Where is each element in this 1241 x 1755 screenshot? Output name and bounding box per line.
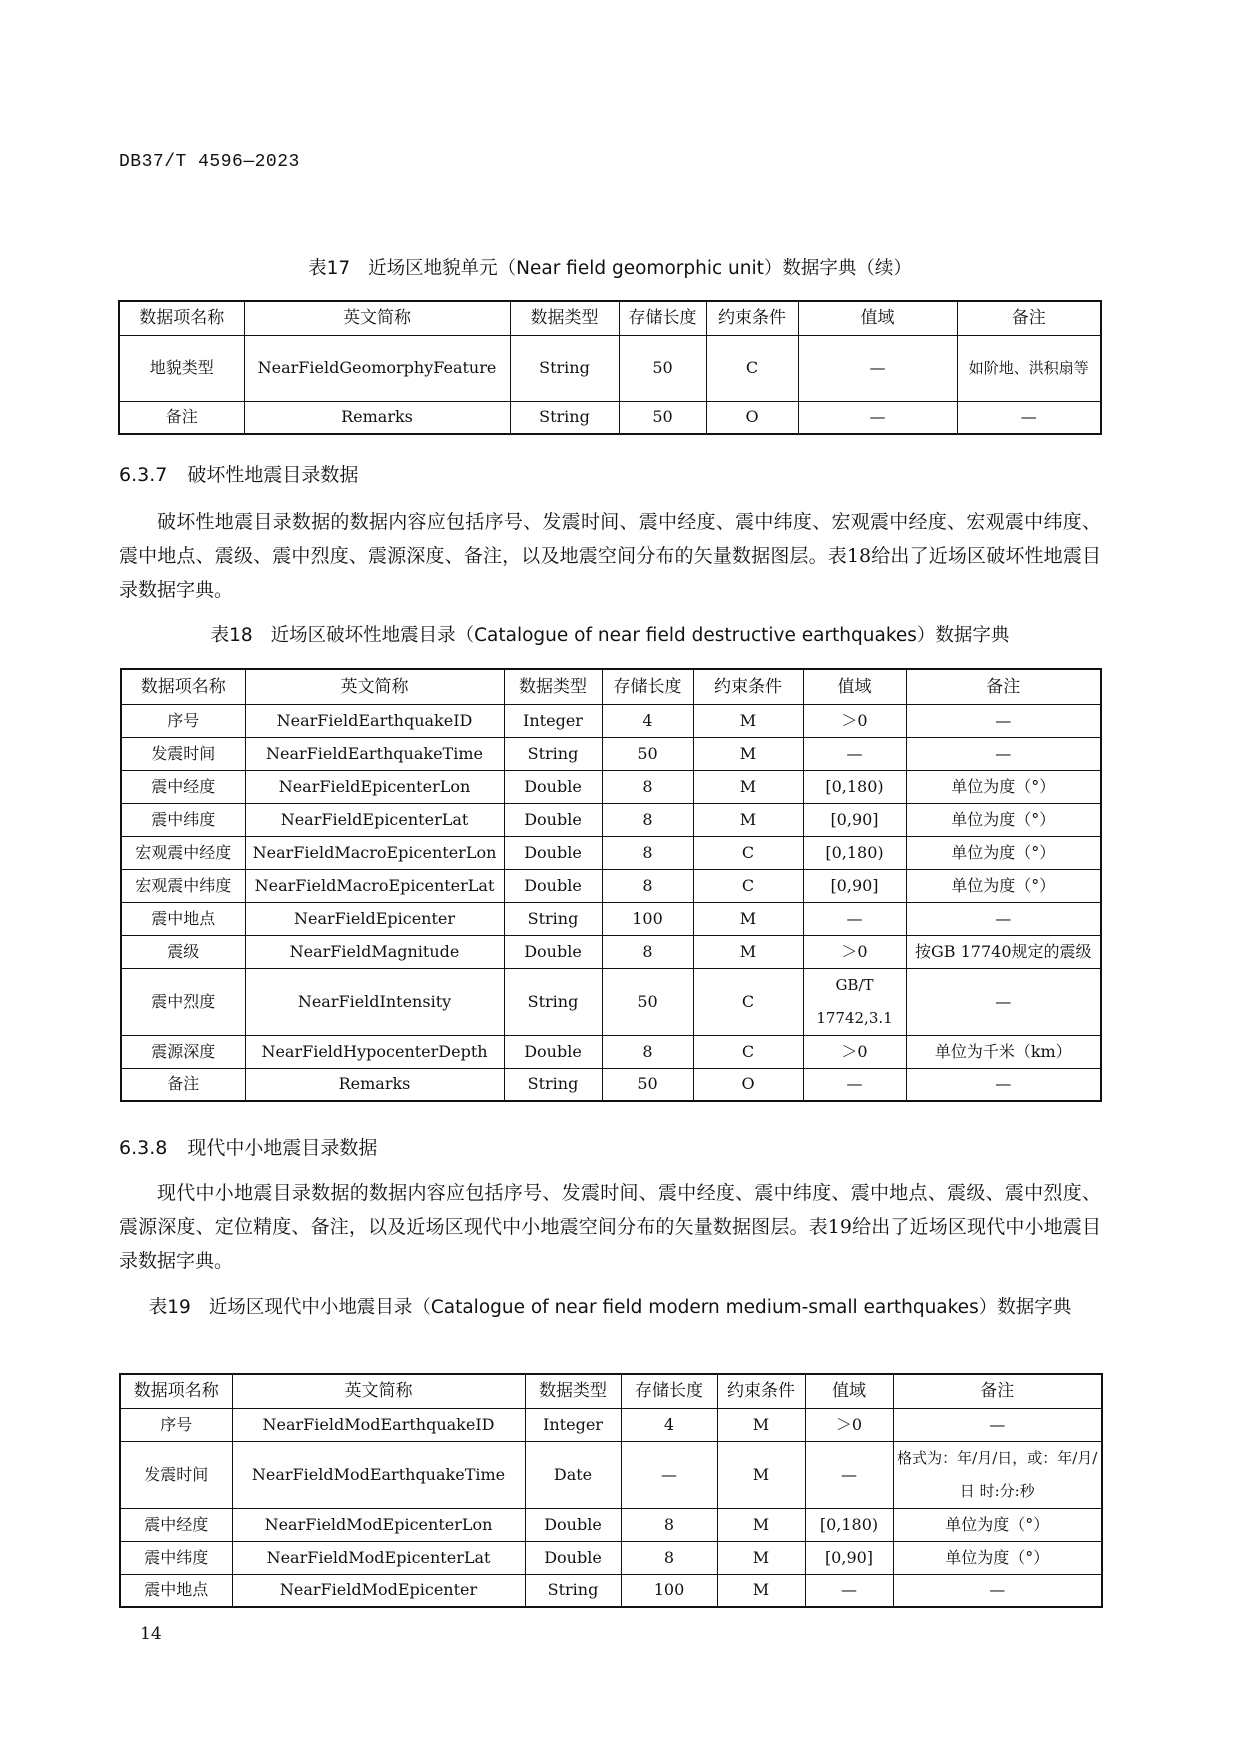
table-cell: NearFieldModEpicenterLat [232, 1541, 525, 1574]
table-cell: 8 [602, 869, 693, 902]
table-cell: 序号 [120, 1408, 232, 1441]
table-cell: M [693, 902, 803, 935]
table-cell: 格式为：年/月/日，或：年/月/日 时:分:秒 [893, 1441, 1102, 1508]
table-cell: String [525, 1574, 621, 1607]
table-cell: 8 [602, 803, 693, 836]
table-row [119, 335, 1101, 401]
section-paragraph-638: 现代中小地震目录数据的数据内容应包括序号、发震时间、震中经度、震中纬度、震中地点、震级、震中烈度、震源深度、定位精度、备注，以及近场区现代中小地震空间分布的矢量数据图层。表19给出了近场区现代中小地震目录数据字典。 [119, 1182, 1101, 1272]
table17-col-remark: 备注 [957, 301, 1101, 335]
table-cell: NearFieldGeomorphyFeature [244, 335, 510, 401]
table-row [121, 1068, 1101, 1101]
page-number: 14 [140, 1624, 162, 1644]
table-cell: — [621, 1441, 717, 1508]
table-cell: NearFieldEpicenterLat [245, 803, 504, 836]
table-cell: 发震时间 [120, 1441, 232, 1508]
table-cell: Double [525, 1508, 621, 1541]
table-cell: NearFieldModEpicenterLon [232, 1508, 525, 1541]
table-cell: 50 [602, 1068, 693, 1101]
table19 [119, 1373, 1103, 1608]
table-cell: Remarks [245, 1068, 504, 1101]
table-cell: 地貌类型 [119, 335, 244, 401]
table-row [121, 836, 1101, 869]
table18-col-range: 值域 [803, 669, 906, 704]
table18-caption [119, 620, 1101, 651]
table19-col-length: 存储长度 [621, 1374, 717, 1408]
table-row [121, 704, 1101, 737]
table-cell: ＞0 [803, 935, 906, 968]
table-cell: 50 [602, 968, 693, 1035]
table19-col-remark: 备注 [893, 1374, 1102, 1408]
table-cell: String [504, 1068, 602, 1101]
table-cell: ＞0 [805, 1408, 893, 1441]
table-cell: [0,90] [805, 1541, 893, 1574]
table-cell: String [510, 335, 619, 401]
section-paragraph-637: 破坏性地震目录数据的数据内容应包括序号、发震时间、震中经度、震中纬度、宏观震中经度、宏观震中纬度、震中地点、震级、震中烈度、震源深度、备注，以及地震空间分布的矢量数据图层。表18给出了近场区破坏性地震目录数据字典。 [119, 511, 1101, 601]
table19-col-type: 数据类型 [525, 1374, 621, 1408]
table18 [120, 668, 1102, 1102]
table-cell: 4 [602, 704, 693, 737]
table-cell: [0,180) [803, 836, 906, 869]
table18-col-remark: 备注 [906, 669, 1101, 704]
table-cell: 50 [619, 335, 706, 401]
table-row [121, 869, 1101, 902]
table-cell: C [693, 968, 803, 1035]
table-cell: Double [504, 935, 602, 968]
table-row [120, 1574, 1102, 1607]
table19-col-constraint: 约束条件 [717, 1374, 805, 1408]
table18-col-english: 英文简称 [245, 669, 504, 704]
table-cell: 单位为千米（km） [906, 1035, 1101, 1068]
table-cell: 震中地点 [121, 902, 245, 935]
table-cell: NearFieldMacroEpicenterLon [245, 836, 504, 869]
table18-header-row [121, 669, 1101, 704]
table-cell: ＞0 [803, 1035, 906, 1068]
table-cell: NearFieldEarthquakeID [245, 704, 504, 737]
table-cell: Remarks [244, 401, 510, 434]
table-cell: 单位为度（°） [906, 836, 1101, 869]
table18-col-name: 数据项名称 [121, 669, 245, 704]
table-cell: 4 [621, 1408, 717, 1441]
table18-title: 近场区破坏性地震目录（Catalogue of near field destructive earthquakes）数据字典 [270, 625, 1010, 646]
standard-code: DB37/T 4596—2023 [119, 152, 300, 172]
table-cell: Integer [504, 704, 602, 737]
table-row [121, 1035, 1101, 1068]
table-cell: 备注 [119, 401, 244, 434]
table-cell: NearFieldEarthquakeTime [245, 737, 504, 770]
table-cell: M [693, 935, 803, 968]
table17 [118, 300, 1102, 435]
table-cell: 8 [621, 1541, 717, 1574]
table17-col-type: 数据类型 [510, 301, 619, 335]
table-cell: 如阶地、洪积扇等 [957, 335, 1101, 401]
table-cell: [0,180) [803, 770, 906, 803]
table19-caption [119, 1292, 1101, 1323]
table17-number: 表17 [308, 258, 351, 279]
table-cell: Double [504, 803, 602, 836]
table-cell: O [706, 401, 798, 434]
table17-col-english: 英文简称 [244, 301, 510, 335]
table-cell: ＞0 [803, 704, 906, 737]
table-cell: NearFieldIntensity [245, 968, 504, 1035]
table18-col-constraint: 约束条件 [693, 669, 803, 704]
section-title: 破坏性地震目录数据 [187, 464, 359, 486]
table17-col-length: 存储长度 [619, 301, 706, 335]
table17-title: 近场区地貌单元（Near field geomorphic unit）数据字典（续） [368, 258, 912, 279]
table-cell: Double [504, 1035, 602, 1068]
table-cell: M [717, 1408, 805, 1441]
table-cell: NearFieldModEarthquakeTime [232, 1441, 525, 1508]
table-cell: M [693, 770, 803, 803]
table-cell: 按GB 17740规定的震级 [906, 935, 1101, 968]
table-cell: NearFieldEpicenter [245, 902, 504, 935]
table-cell: M [717, 1574, 805, 1607]
section-number: 6.3.8 [119, 1137, 168, 1159]
table-cell: 100 [602, 902, 693, 935]
table-cell: 单位为度（°） [893, 1508, 1102, 1541]
table-cell: GB/T 17742,3.1 [803, 968, 906, 1035]
section-number: 6.3.7 [119, 464, 168, 486]
table-cell: 8 [602, 836, 693, 869]
table-cell: 震中纬度 [120, 1541, 232, 1574]
table-cell: NearFieldMacroEpicenterLat [245, 869, 504, 902]
table-cell: String [504, 737, 602, 770]
table-cell: Date [525, 1441, 621, 1508]
table-row [120, 1508, 1102, 1541]
table-cell: — [798, 335, 957, 401]
table-cell: NearFieldMagnitude [245, 935, 504, 968]
table18-number: 表18 [210, 625, 253, 646]
table-cell: 序号 [121, 704, 245, 737]
table-cell: — [803, 1068, 906, 1101]
table-cell: String [504, 968, 602, 1035]
table-cell: — [798, 401, 957, 434]
section-heading-637 [119, 460, 358, 487]
table-cell: 8 [602, 935, 693, 968]
table-cell: 震级 [121, 935, 245, 968]
table-cell: 50 [602, 737, 693, 770]
table17-col-constraint: 约束条件 [706, 301, 798, 335]
table-row [120, 1441, 1102, 1508]
table-cell: O [693, 1068, 803, 1101]
table19-col-range: 值域 [805, 1374, 893, 1408]
table-cell: — [906, 1068, 1101, 1101]
table-cell: 8 [621, 1508, 717, 1541]
table-cell: 50 [619, 401, 706, 434]
table-row [121, 737, 1101, 770]
table-cell: — [803, 737, 906, 770]
table19-number: 表19 [148, 1297, 191, 1318]
table-cell: 单位为度（°） [906, 869, 1101, 902]
table-cell: 震中烈度 [121, 968, 245, 1035]
table-cell: — [805, 1441, 893, 1508]
table18-col-type: 数据类型 [504, 669, 602, 704]
table-cell: M [693, 803, 803, 836]
table-row [121, 968, 1101, 1035]
table-cell: M [717, 1508, 805, 1541]
table-cell: 震中地点 [120, 1574, 232, 1607]
table-cell: — [803, 902, 906, 935]
table-cell: NearFieldModEarthquakeID [232, 1408, 525, 1441]
table-cell: M [717, 1541, 805, 1574]
table17-col-name: 数据项名称 [119, 301, 244, 335]
table-cell: — [893, 1574, 1102, 1607]
table-cell: Double [525, 1541, 621, 1574]
table-cell: 发震时间 [121, 737, 245, 770]
table-cell: [0,90] [803, 869, 906, 902]
table-cell: Double [504, 770, 602, 803]
table17-caption [119, 253, 1101, 284]
table-cell: M [717, 1441, 805, 1508]
table-cell: NearFieldEpicenterLon [245, 770, 504, 803]
table-cell: — [805, 1574, 893, 1607]
table-cell: C [693, 836, 803, 869]
table18-col-length: 存储长度 [602, 669, 693, 704]
table-cell: 宏观震中经度 [121, 836, 245, 869]
table-row [121, 803, 1101, 836]
table-cell: NearFieldModEpicenter [232, 1574, 525, 1607]
table-cell: 震中纬度 [121, 803, 245, 836]
section-heading-638 [119, 1133, 377, 1160]
table-cell: String [504, 902, 602, 935]
table-cell: C [693, 1035, 803, 1068]
table-row [121, 770, 1101, 803]
table-cell: M [693, 737, 803, 770]
table-cell: — [957, 401, 1101, 434]
table-cell: C [706, 335, 798, 401]
table17-col-range: 值域 [798, 301, 957, 335]
table-row [120, 1541, 1102, 1574]
table-cell: 单位为度（°） [893, 1541, 1102, 1574]
table17-header-row [119, 301, 1101, 335]
table19-col-english: 英文简称 [232, 1374, 525, 1408]
table-cell: — [906, 704, 1101, 737]
table-cell: String [510, 401, 619, 434]
table-cell: Integer [525, 1408, 621, 1441]
table-cell: [0,180) [805, 1508, 893, 1541]
table-row [121, 902, 1101, 935]
table-cell: — [906, 902, 1101, 935]
table19-title: 近场区现代中小地震目录（Catalogue of near field modern medium-small earthquakes）数据字典 [208, 1297, 1072, 1318]
table-cell: Double [504, 869, 602, 902]
table-cell: C [693, 869, 803, 902]
table-cell: 单位为度（°） [906, 803, 1101, 836]
table-cell: 震中经度 [120, 1508, 232, 1541]
table-cell: [0,90] [803, 803, 906, 836]
table-cell: — [906, 968, 1101, 1035]
table-cell: 100 [621, 1574, 717, 1607]
table19-header-row [120, 1374, 1102, 1408]
table-cell: 单位为度（°） [906, 770, 1101, 803]
table-cell: 8 [602, 770, 693, 803]
table-cell: — [906, 737, 1101, 770]
table-row [119, 401, 1101, 434]
section-title: 现代中小地震目录数据 [187, 1137, 378, 1159]
table-cell: NearFieldHypocenterDepth [245, 1035, 504, 1068]
table-cell: Double [504, 836, 602, 869]
table-cell: 震源深度 [121, 1035, 245, 1068]
table-cell: M [693, 704, 803, 737]
table-row [121, 935, 1101, 968]
table-row [120, 1408, 1102, 1441]
table-cell: 震中经度 [121, 770, 245, 803]
table19-col-name: 数据项名称 [120, 1374, 232, 1408]
table-cell: — [893, 1408, 1102, 1441]
table-cell: 备注 [121, 1068, 245, 1101]
table-cell: 8 [602, 1035, 693, 1068]
table-cell: 宏观震中纬度 [121, 869, 245, 902]
